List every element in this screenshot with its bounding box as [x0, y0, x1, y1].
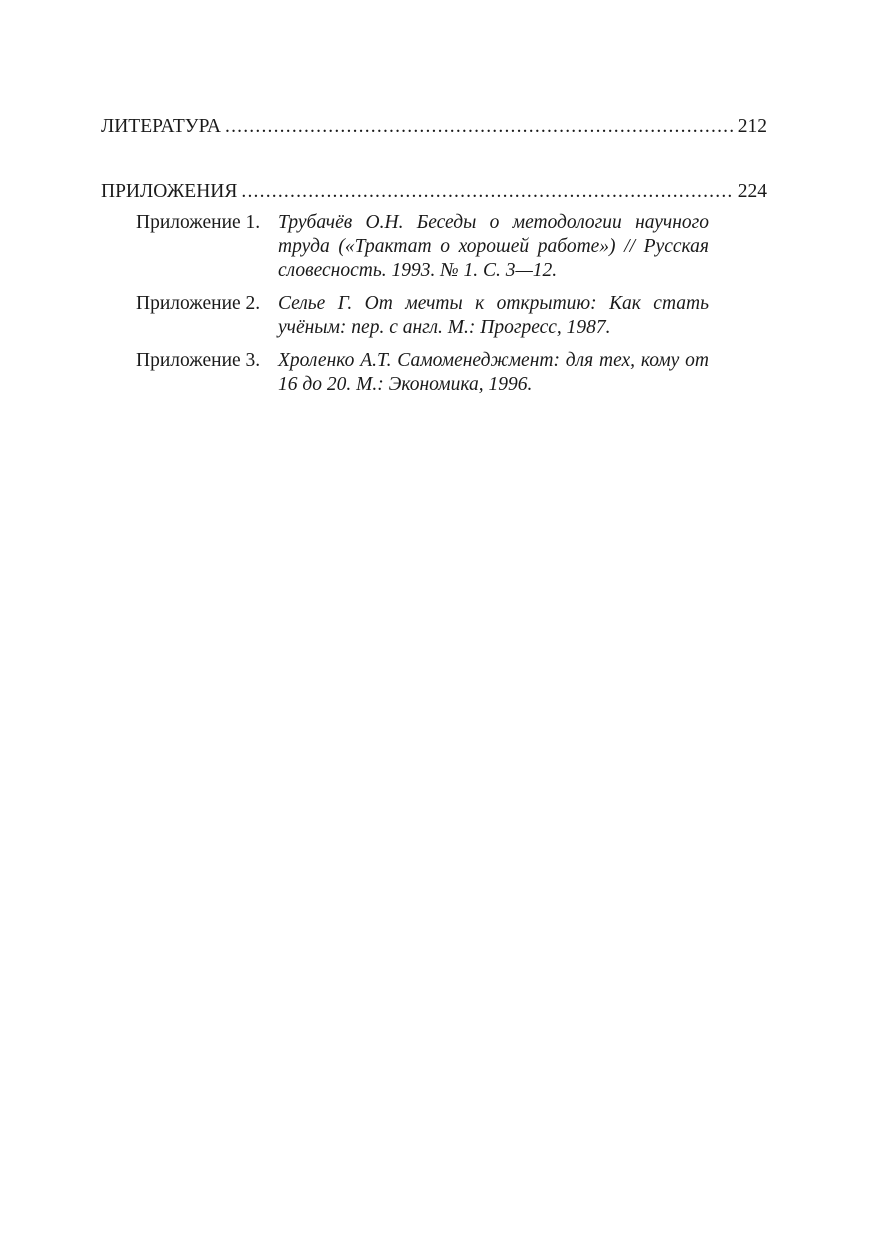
appendix-entry-2[interactable] — [136, 292, 716, 340]
appendix-entry-1[interactable] — [136, 211, 716, 283]
dot-leader — [225, 115, 734, 139]
toc-page-number: 224 — [737, 181, 767, 202]
toc-entry-title: ПРИЛОЖЕНИЯ — [101, 181, 238, 202]
dot-leader — [241, 180, 733, 204]
appendix-reference: Селье Г. От мечты к открытию: Как стать учёным: пер. с англ. М.: Прогресс, 1987. — [278, 293, 709, 338]
toc-entry-title: ЛИТЕРАТУРА — [101, 116, 221, 137]
appendix-entry-3[interactable] — [136, 349, 716, 397]
appendix-label: Приложение 2. — [136, 293, 261, 314]
toc-entry-literature[interactable] — [101, 115, 767, 139]
appendix-reference: Хроленко А.Т. Самоменеджмент: для тех, кому от 16 до 20. М.: Экономика, 1996. — [278, 350, 709, 395]
toc-page-number: 212 — [737, 116, 767, 137]
toc-entry-appendices[interactable] — [101, 180, 767, 204]
appendix-label: Приложение 1. — [136, 212, 261, 233]
appendix-label: Приложение 3. — [136, 350, 261, 371]
appendix-reference: Трубачёв О.Н. Беседы о методологии научного труда («Трактат о хорошей работе») // Русская словесность. 1993. № 1. С. 3—12. — [278, 212, 709, 281]
